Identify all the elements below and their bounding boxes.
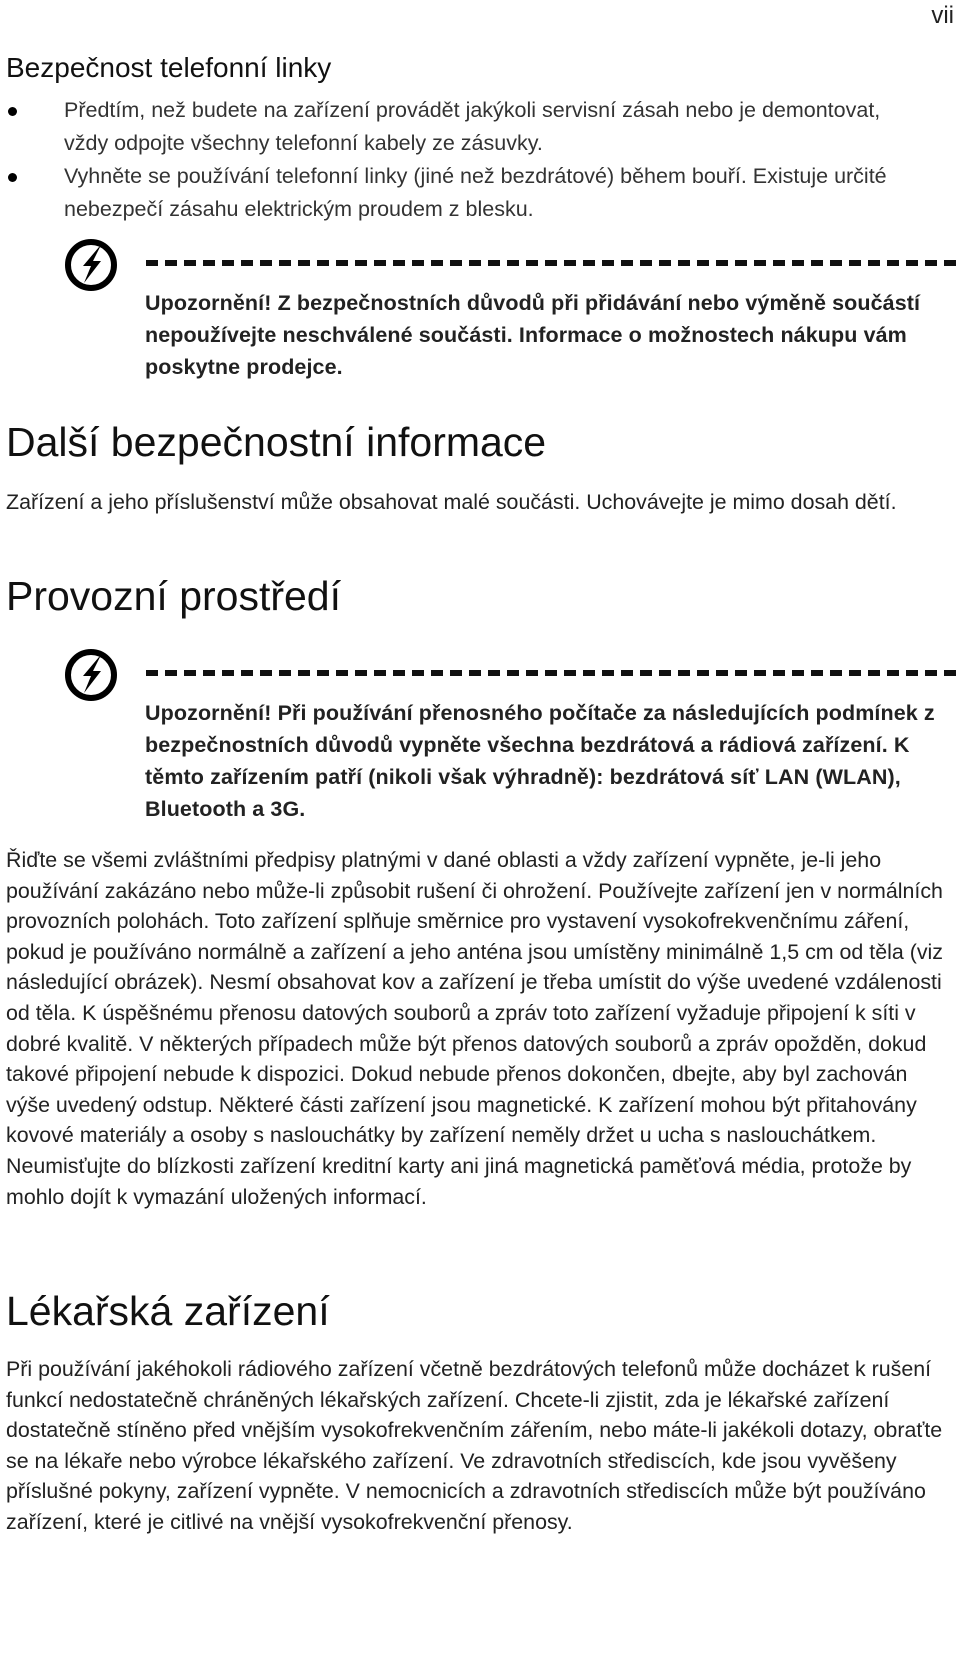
- other-safety-text: Zařízení a jeho příslušenství může obsahovat malé součásti. Uchovávejte je mimo dosah dětí.: [6, 490, 897, 514]
- list-item: [6, 160, 906, 226]
- medical-title: Lékařská zařízení: [6, 1288, 330, 1334]
- lightning-warning-icon: [64, 648, 118, 702]
- warning-text: Upozornění! Z bezpečnostních důvodů při přidávání nebo výměně součástí nepoužívejte neschválené součásti. Informace o možnostech nákupu vám poskytne prodejce.: [145, 291, 921, 379]
- bullet-text: Předtím, než budete na zařízení provádět jakýkoli servisní zásah nebo je demontovat, vždy odpojte všechny telefonní kabely ze zásuvky.: [64, 98, 881, 155]
- phone-safety-list: [6, 94, 906, 226]
- bullet-text: Vyhněte se používání telefonní linky (jiné než bezdrátové) během bouří. Existuje určité nebezpečí zásahu elektrickým proudem z blesku.: [64, 164, 887, 221]
- phone-safety-title: Bezpečnost telefonní linky: [6, 52, 332, 83]
- medical-text: Při používání jakéhokoli rádiového zařízení včetně bezdrátových telefonů může docházet k rušení funkcí nedostatečně chráněných lékařských zařízení. Chcete-li zjistit, zda je lékařské zařízení dostatečně stíněno před vnějším vysokofrekvenčním zářením, nebo máte-li jakékoli dotazy, obraťte se na lékaře nebo výrobce lékařského zařízení. Ve zdravotních střediscích, kde jsou vyvěšeny příslušné pokyny, zařízení vypněte. V nemocnicích a zdravotních střediscích může být používáno zařízení, které je citlivé na vnější vysokofrekvenční přenosy.: [6, 1357, 943, 1534]
- dashed-divider: [146, 670, 960, 676]
- operating-env-text: Řiďte se všemi zvláštními předpisy platnými v dané oblasti a vždy zařízení vypněte, je-li jeho používání zakázáno nebo může-li způsobit rušení či ohrožení. Používejte zařízení jen v normálních provozních polohách. Toto zařízení splňuje směrnice pro vystavení vysokofrekvenčnímu záření, pokud je používáno normálně a zařízení a jeho anténa jsou umístěny minimálně 1,5 cm od těla (viz následující obrázek). Nesmí obsahovat kov a zařízení je třeba umístit do výše uvedené vzdálenosti od těla. K úspěšnému přenosu datových souborů a zpráv toto zařízení vyžaduje připojení k síti v dobré kvalitě. V některých případech může být přenos datových souborů a zpráv opožděn, dokud takové připojení nebude k dispozici. Dokud nebude přenos dokončen, dbejte, aby byl zachován výše uvedený odstup. Některé části zařízení jsou magnetické. K zařízení mohou být přitahovány kovové materiály a osoby s naslouchátky by zařízení neměly držet u ucha s naslouchátkem. Neumisťujte do blízkosti zařízení kreditní karty ani jiná magnetická paměťová média, protože by mohlo dojít k vymazání uložených informací.: [6, 848, 943, 1209]
- operating-env-title: Provozní prostředí: [6, 573, 341, 619]
- lightning-warning-icon: [64, 238, 118, 292]
- other-safety-title: Další bezpečnostní informace: [6, 419, 547, 465]
- page-number: vii: [931, 2, 954, 29]
- bullet-dot-icon: [8, 107, 17, 116]
- dashed-divider: [146, 260, 960, 266]
- bullet-dot-icon: [8, 173, 17, 182]
- warning-text: Upozornění! Při používání přenosného počítače za následujících podmínek z bezpečnostních důvodů vypněte všechna bezdrátová a rádiová zařízení. K těmto zařízením patří (nikoli však výhradně): bezdrátová síť LAN (WLAN), Bluetooth a 3G.: [145, 701, 935, 821]
- list-item: [6, 94, 906, 160]
